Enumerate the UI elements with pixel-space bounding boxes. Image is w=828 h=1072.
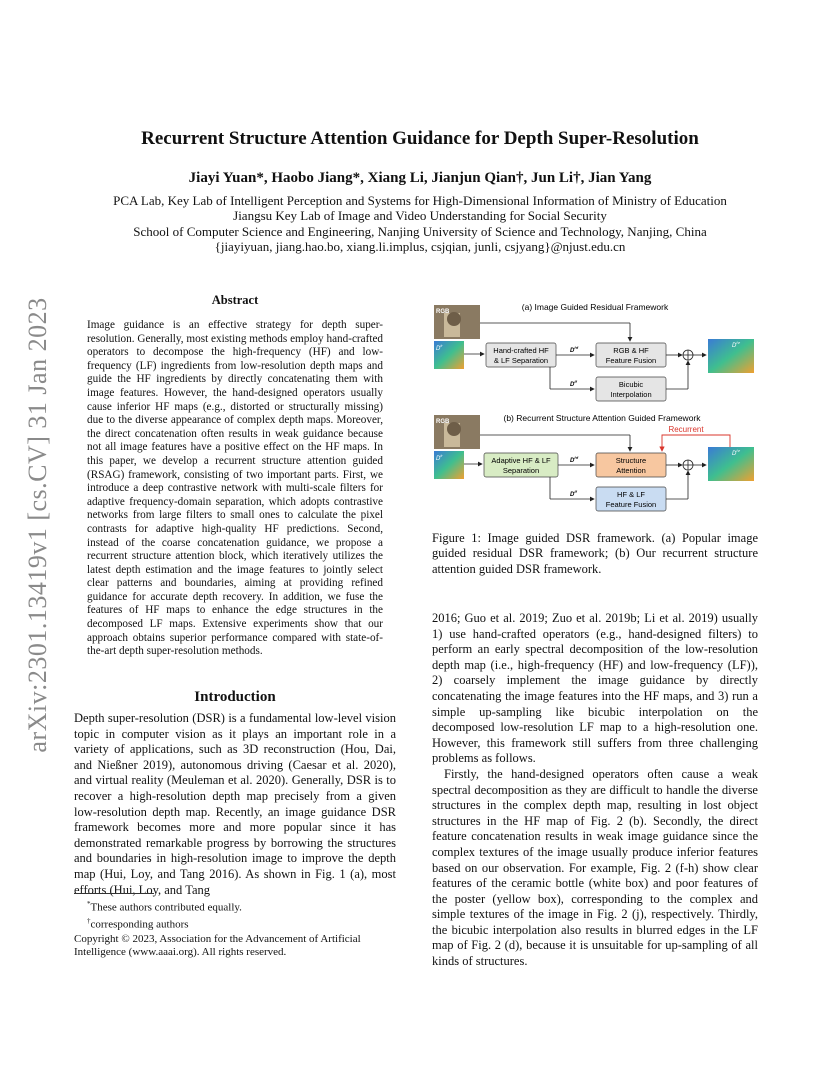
svg-text:Bicubic: Bicubic [618,380,644,389]
svg-text:Dhf: $D^{hf}$ [570,455,579,464]
svg-text:Structure: Structure [615,456,647,465]
hr-depth-output-a [708,339,754,373]
bicubic-interpolation-box [596,377,666,401]
svg-text:RGB: RGB [436,419,450,425]
paragraph: Firstly, the hand-designed operators often cause a weak spectral decomposition as they are difficult to handle the diverse structures in the complex depth map, resulting in lost object structures in the HF map of Fig. 2 (b). Secondly, the direct feature concatenation results in weak image guidance since the complex textures of the image usually produce inferior features based on our observation. For example, Fig. 2 (f-h) show clear features of the ceramic bottle (white box) and poor features of the poster (yellow box), corresponding to the complex and simple textures of the image in Fig. 2 (j), respectively. Thirdly, the bicubic interpolation also results in blurred edges in the LF map of Fig. 2 (d), because it is unsuitable for up-sampling of all kinds of structures. [432,766,758,969]
lr-depth-input-a [434,341,464,369]
abstract-text: Image guidance is an effective strategy for depth super-resolution. Generally, most existing methods employ hand-crafted operators to decompose the high-frequency (HF) and low-frequency (LF) ingredients from low-resolution depth maps and guide the HF ingredients by directly concatenating them with image features. However, the hand-designed operators usually cause inferior HF maps (e.g., distorted or structurally missing) due to the diverse appearance of complex depth maps. Moreover, the direct concatenation often results in weak guidance because not all image features have a positive effect on the HF maps. In this paper, we develop a recurrent structure attention guided (RSAG) framework, consisting of two important parts. First, we introduce a deep contrastive network with multi-scale filters for adaptive frequency-domain separation, which adopts contrastive networks from large filters to small ones to calculate the pixel contrasts for adaptive high-quality HF predictions. Second, instead of the coarse concatenation guidance, we propose a recurrent structure attention block, which iteratively utilizes the latest depth estimation and the image features to jointly select clear patterns and boundaries, aiming at providing refined guidance for accurate depth recovery. In addition, we fuse the features of HF maps to enhance the edge structures in the decomposed LF maps. Extensive experiments show that our approach obtains superior performance compared with state-of-the-art depth super-resolution methods. [87,319,383,658]
svg-text:Separation: Separation [502,466,540,475]
panel-a-title: (a) Image Guided Residual Framework [521,302,669,312]
svg-text:Dlf: $D^{lf}$ [570,379,577,388]
svg-text:Dlf: $D^{lf}$ [570,489,577,498]
svg-text:Feature Fusion: Feature Fusion [605,500,657,509]
svg-text:Feature Fusion: Feature Fusion [605,356,657,365]
rgb-label: RGB [436,309,450,315]
rgb-image-a [434,305,480,339]
rgb-image-b [434,415,480,449]
author-list: Jiayi Yuan*, Haobo Jiang*, Xiang Li, Jianjun Qian†, Jun Li†, Jian Yang [188,170,652,186]
adaptive-separation-box [484,453,558,477]
panel-b-title: (b) Recurrent Structure Attention Guided Framework [503,413,701,423]
introduction-text: Depth super-resolution (DSR) is a fundamental low-level vision topic in computer vision as it plays an important role in a variety of applications, such as 3D reconstruction (Hou, Dai, and Nießner 2019), autonomous driving (Caesar et al. 2020), and virtual reality (Meuleman et al. 2020). Generally, DSR is to recover a high-resolution depth map precisely from a given low-resolution depth map. Recently, an image guidance DSR framework becomes more and more popular since it has demonstrated remarkable progress by borrowing the structures and boundaries in high-resolution image to improve the depth map (Hui, Loy, and Tang 2016). As shown in Fig. 1 (a), most efforts (Hui, Loy, and Tang [74,711,396,897]
arxiv-stamp: arXiv:2301.13419v1 [cs.CV] 31 Jan 2023 [23,297,52,753]
handcrafted-separation-box [486,343,556,367]
footnote-equal: *These authors contributed equally. [87,900,242,914]
figure-caption: Figure 1: Image guided DSR framework. (a) Popular image guided residual DSR framework; (b) Our recurrent structure attention guided DSR framework. [432,531,758,576]
copyright-notice: Copyright © 2023, Association for the Advancement of Artificial Intelligence (www.aaai.org). All rights reserved. [74,932,361,958]
affiliation-line: School of Computer Science and Engineering, Nanjing University of Science and Technology, Nanjing, China [133,223,707,239]
hr-depth-output-b [708,447,754,481]
structure-attention-box [596,453,666,477]
svg-text:Dlr: $D^{lr}$ [436,343,443,352]
figure-1 [430,297,760,523]
svg-text:Dhr: $D^{hr}$ [732,340,740,349]
svg-text:& LF Separation: & LF Separation [493,356,549,365]
lr-depth-input-b [434,451,464,479]
svg-text:Adaptive HF & LF: Adaptive HF & LF [491,456,551,465]
affiliations [70,193,770,255]
footnote-corresponding: †corresponding authors [87,916,189,931]
recurrent-label: Recurrent [668,425,704,434]
svg-text:Dlr: $D^{lr}$ [436,453,443,462]
sum-node-b [683,460,693,470]
paper-title: Recurrent Structure Attention Guidance for Depth Super-Resolution [141,128,699,149]
right-column-text [432,611,758,970]
rgb-hf-fusion-box [596,343,666,367]
svg-text:Dhf: $D^{hf}$ [570,345,579,354]
paragraph: 2016; Guo et al. 2019; Zuo et al. 2019b; Li et al. 2019) usually 1) use hand-crafted operators (e.g., hand-designed filters) to perform an early spectral decomposition of the low-resolution depth map (i.e., high-frequency (HF) and low-frequency (LF)), 2) coarsely implement the image guidance by directly concatenating the image features into the HF maps, and 3) run a simple up-sampling like bicubic interpolation on the decomposed low-resolution LF map to a high-resolution one. However, this framework still suffers from three challenging problems as follows. [432,611,758,766]
footnote-rule [74,893,154,894]
abstract-heading: Abstract [211,293,259,307]
sum-node-a [683,350,693,360]
svg-text:Attention: Attention [616,466,646,475]
svg-text:Hand-crafted HF: Hand-crafted HF [493,346,549,355]
footnotes [74,898,396,959]
svg-text:RGB & HF: RGB & HF [613,346,649,355]
svg-text:Dhr: $D^{hr}$ [732,448,740,457]
hf-lf-fusion-box [596,487,666,511]
affiliation-line: Jiangsu Key Lab of Image and Video Understanding for Social Security [233,208,607,224]
affiliation-line: PCA Lab, Key Lab of Intelligent Perception and Systems for High-Dimensional Information of Ministry of Education [113,193,727,208]
author-emails: {jiayiyuan, jiang.hao.bo, xiang.li.implus, csjqian, junli, csjyang}@njust.edu.cn [214,239,626,255]
svg-text:HF & LF: HF & LF [617,490,645,499]
svg-text:Interpolation: Interpolation [610,390,652,399]
introduction-heading: Introduction [194,689,276,705]
